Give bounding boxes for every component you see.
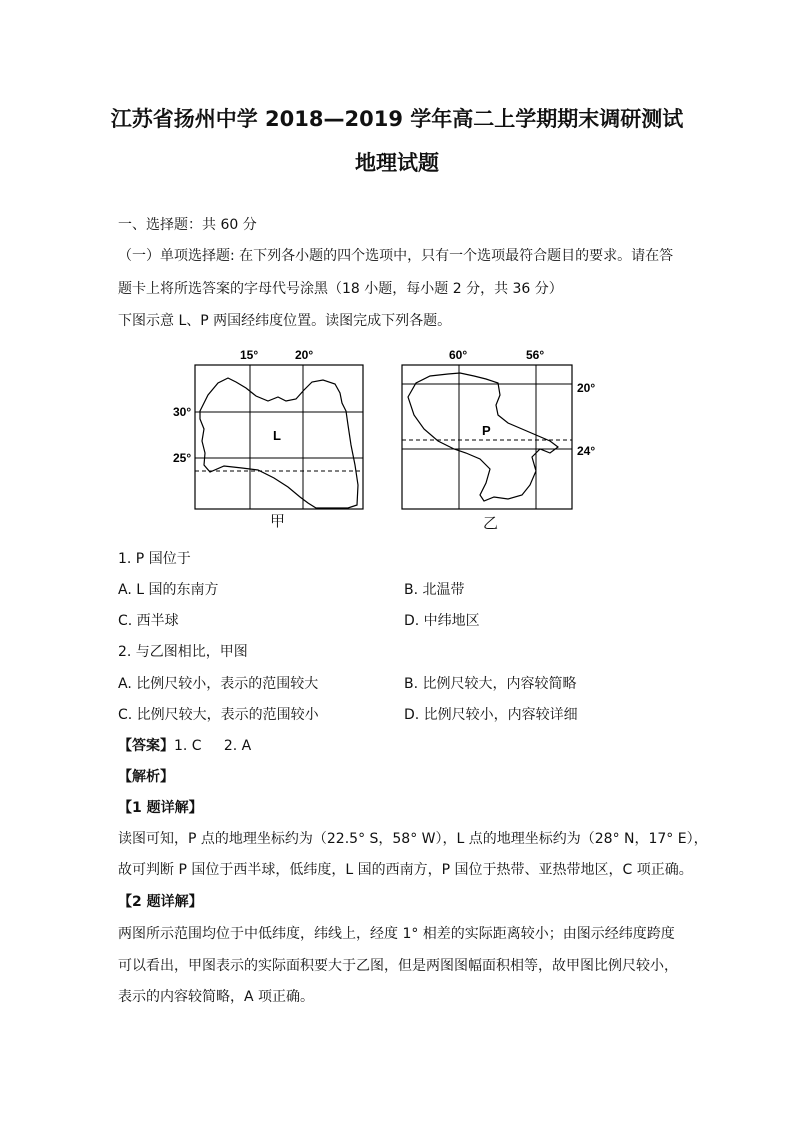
map-yi-caption: 乙 [483, 514, 499, 532]
map-yi-lon-label-56: 56° [526, 348, 545, 362]
q2-option-c: C. 比例尺较大，表示的范围较小 [118, 707, 319, 723]
map-jia-country-outline [200, 378, 358, 508]
analysis-label: 【解析】 [118, 769, 174, 785]
map-yi-lat-label-20: 20° [577, 381, 596, 395]
detail1-line-2: 故可判断 P 国位于西半球，低纬度，L 国的西南方，P 国位于热带、亚热带地区，C 项正确。 [118, 862, 693, 878]
q1-option-b: B. 北温带 [404, 582, 465, 598]
answer-text: 1. C 2. A [174, 738, 252, 754]
map-yi-lat-label-24: 24° [577, 444, 596, 458]
intro-text: 下图示意 L、P 两国经纬度位置。读图完成下列各题。 [118, 313, 452, 329]
map-jia-lat-label-30: 30° [173, 405, 192, 419]
section-heading: 一、选择题：共 60 分 [118, 217, 257, 233]
map-jia-lon-label-20: 20° [295, 348, 314, 362]
page-subtitle: 地理试题 [355, 151, 439, 175]
map-jia-country-label: L [273, 428, 281, 443]
instruction-line-2: 题卡上将所选答案的字母代号涂黑（18 小题，每小题 2 分，共 36 分） [118, 281, 563, 297]
answer-line [118, 736, 251, 756]
map-yi-country-label: P [482, 423, 491, 438]
detail2-line-3: 表示的内容较简略，A 项正确。 [118, 989, 315, 1005]
q2-option-b: B. 比例尺较大，内容较简略 [404, 676, 577, 692]
detail2-label: 【2 题详解】 [118, 894, 203, 910]
answer-label: 【答案】 [118, 738, 174, 754]
detail2-line-1: 两图所示范围均位于中低纬度，纬线上，经度 1° 相差的实际距离较小；由图示经纬度跨度 [118, 926, 675, 942]
map-yi-lon-label-60: 60° [449, 348, 468, 362]
q1-option-c: C. 西半球 [118, 613, 179, 629]
map-jia-caption: 甲 [270, 512, 286, 530]
q1-option-a: A. L 国的东南方 [118, 582, 219, 598]
q2-option-a: A. 比例尺较小，表示的范围较大 [118, 676, 319, 692]
detail1-label: 【1 题详解】 [118, 800, 203, 816]
q2-option-d: D. 比例尺较小，内容较详细 [404, 707, 578, 723]
detail2-line-2: 可以看出，甲图表示的实际面积要大于乙图，但是两图图幅面积相等，故甲图比例尺较小， [118, 958, 678, 974]
map-jia [160, 345, 375, 515]
q1-stem: 1. P 国位于 [118, 551, 191, 567]
instruction-line-1: （一）单项选择题: 在下列各小题的四个选项中，只有一个选项最符合题目的要求。请在答 [118, 248, 674, 264]
detail1-line-1: 读图可知，P 点的地理坐标约为（22.5° S，58° W），L 点的地理坐标约为（28° N，17° E）， [118, 831, 708, 847]
map-jia-lat-label-25: 25° [173, 451, 192, 465]
q1-option-d: D. 中纬地区 [404, 613, 480, 629]
map-jia-lon-label-15: 15° [240, 348, 259, 362]
map-yi [390, 345, 620, 515]
q2-stem: 2. 与乙图相比，甲图 [118, 644, 248, 660]
page-title: 江苏省扬州中学 2018—2019 学年高二上学期期末调研测试 [110, 107, 684, 131]
